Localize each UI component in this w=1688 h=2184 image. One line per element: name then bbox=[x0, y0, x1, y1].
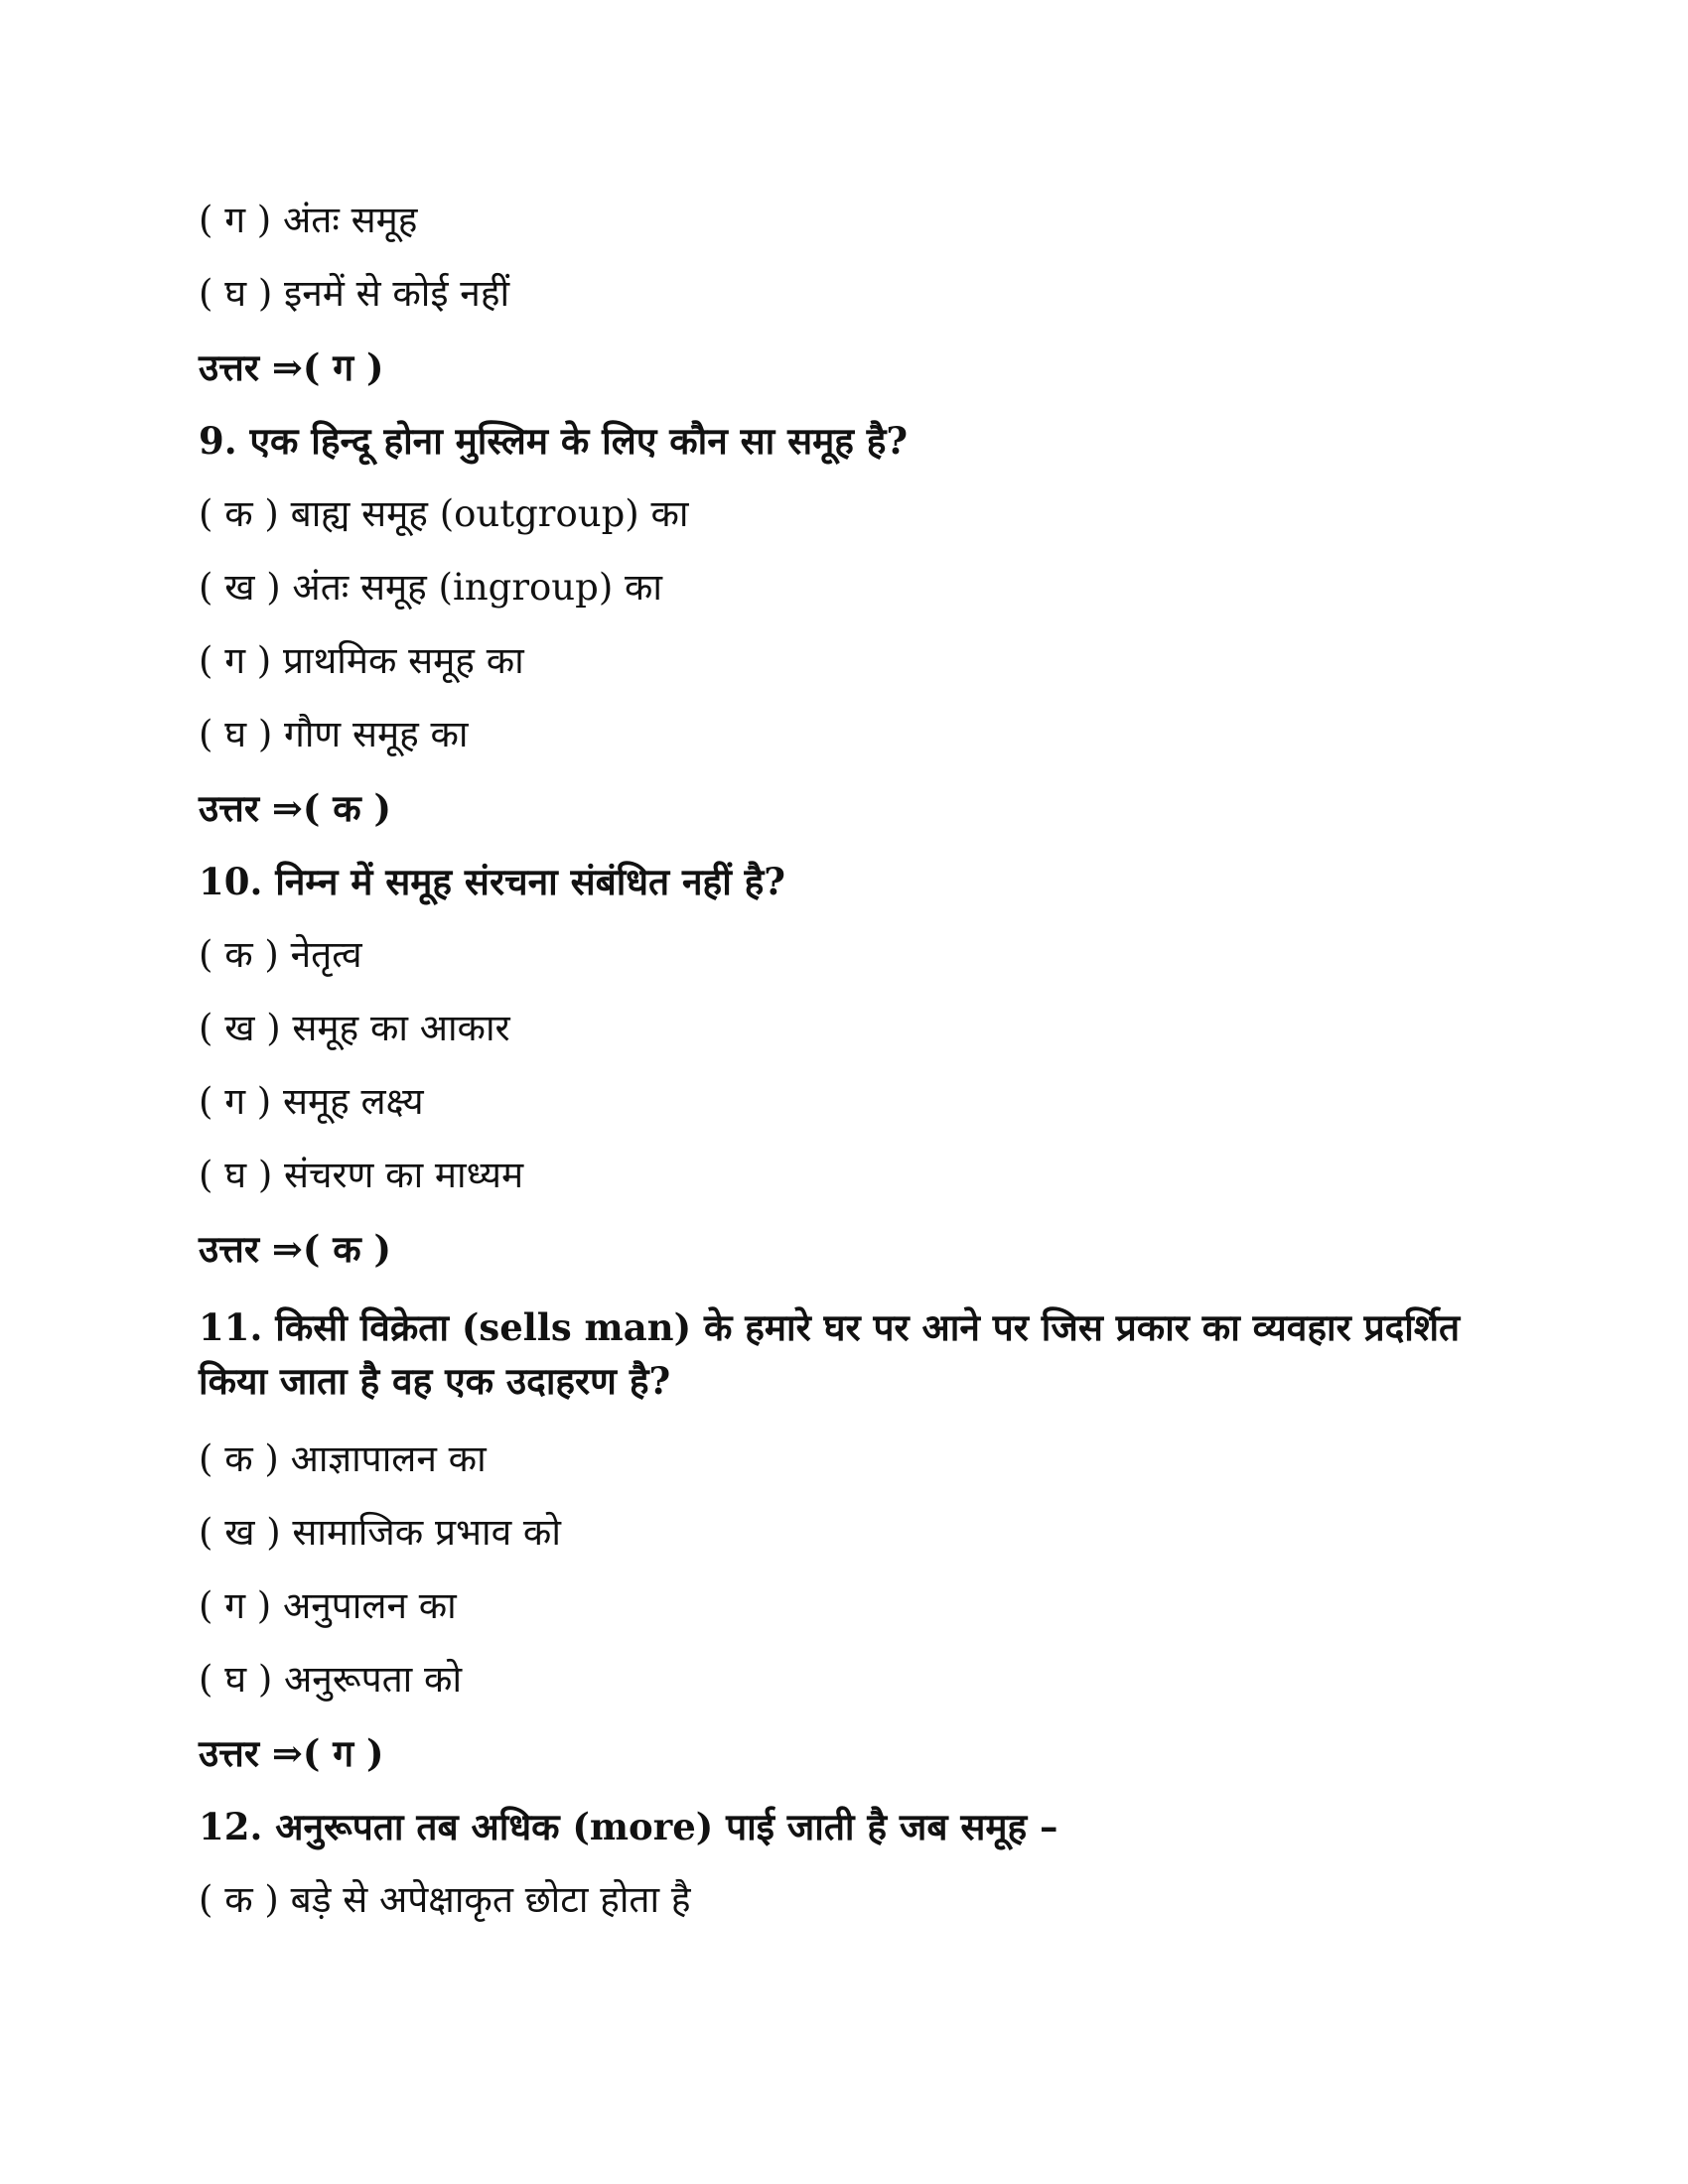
option-line: ( क ) बड़े से अपेक्षाकृत छोटा होता है bbox=[199, 1878, 691, 1921]
answer-line: उत्तर ⇒( ग ) bbox=[199, 345, 384, 389]
option-line: ( घ ) अनुरूपता को bbox=[199, 1658, 463, 1701]
option-line: ( ग ) समूह लक्ष्य bbox=[199, 1080, 424, 1123]
option-line: ( ख ) अंतः समूह (ingroup) का bbox=[199, 566, 663, 609]
option-line: ( घ ) गौण समूह का bbox=[199, 713, 469, 755]
question-10: 10. निम्न में समूह संरचना संबंधित नहीं है? bbox=[199, 860, 785, 903]
option-line: ( ख ) सामाजिक प्रभाव को bbox=[199, 1511, 561, 1554]
question-11: 11. किसी विक्रेता (sells man) के हमारे घर पर आने पर जिस प्रकार का व्यवहार प्रदर्शित किया जाता है वह एक उदाहरण है? bbox=[199, 1305, 1461, 1403]
page-content bbox=[199, 199, 1509, 1952]
question-9: 9. एक हिन्दू होना मुस्लिम के लिए कौन सा समूह है? bbox=[199, 419, 909, 463]
option-line: ( क ) आज्ञापालन का bbox=[199, 1437, 487, 1480]
question-12: 12. अनुरूपता तब अधिक (more) पाई जाती है जब समूह – bbox=[199, 1805, 1058, 1848]
option-line: ( ग ) प्राथमिक समूह का bbox=[199, 639, 524, 682]
option-line: ( ग ) अनुपालन का bbox=[199, 1584, 457, 1627]
answer-line: उत्तर ⇒( क ) bbox=[199, 786, 392, 830]
answer-line: उत्तर ⇒( क ) bbox=[199, 1227, 392, 1271]
option-line: ( क ) नेतृत्व bbox=[199, 933, 362, 976]
option-line: ( घ ) इनमें से कोई नहीं bbox=[199, 272, 510, 315]
answer-line: उत्तर ⇒( ग ) bbox=[199, 1731, 384, 1775]
option-line: ( ग ) अंतः समूह bbox=[199, 199, 418, 241]
option-line: ( घ ) संचरण का माध्यम bbox=[199, 1154, 524, 1196]
option-line: ( ख ) समूह का आकार bbox=[199, 1007, 510, 1049]
option-line: ( क ) बाह्य समूह (outgroup) का bbox=[199, 492, 689, 535]
